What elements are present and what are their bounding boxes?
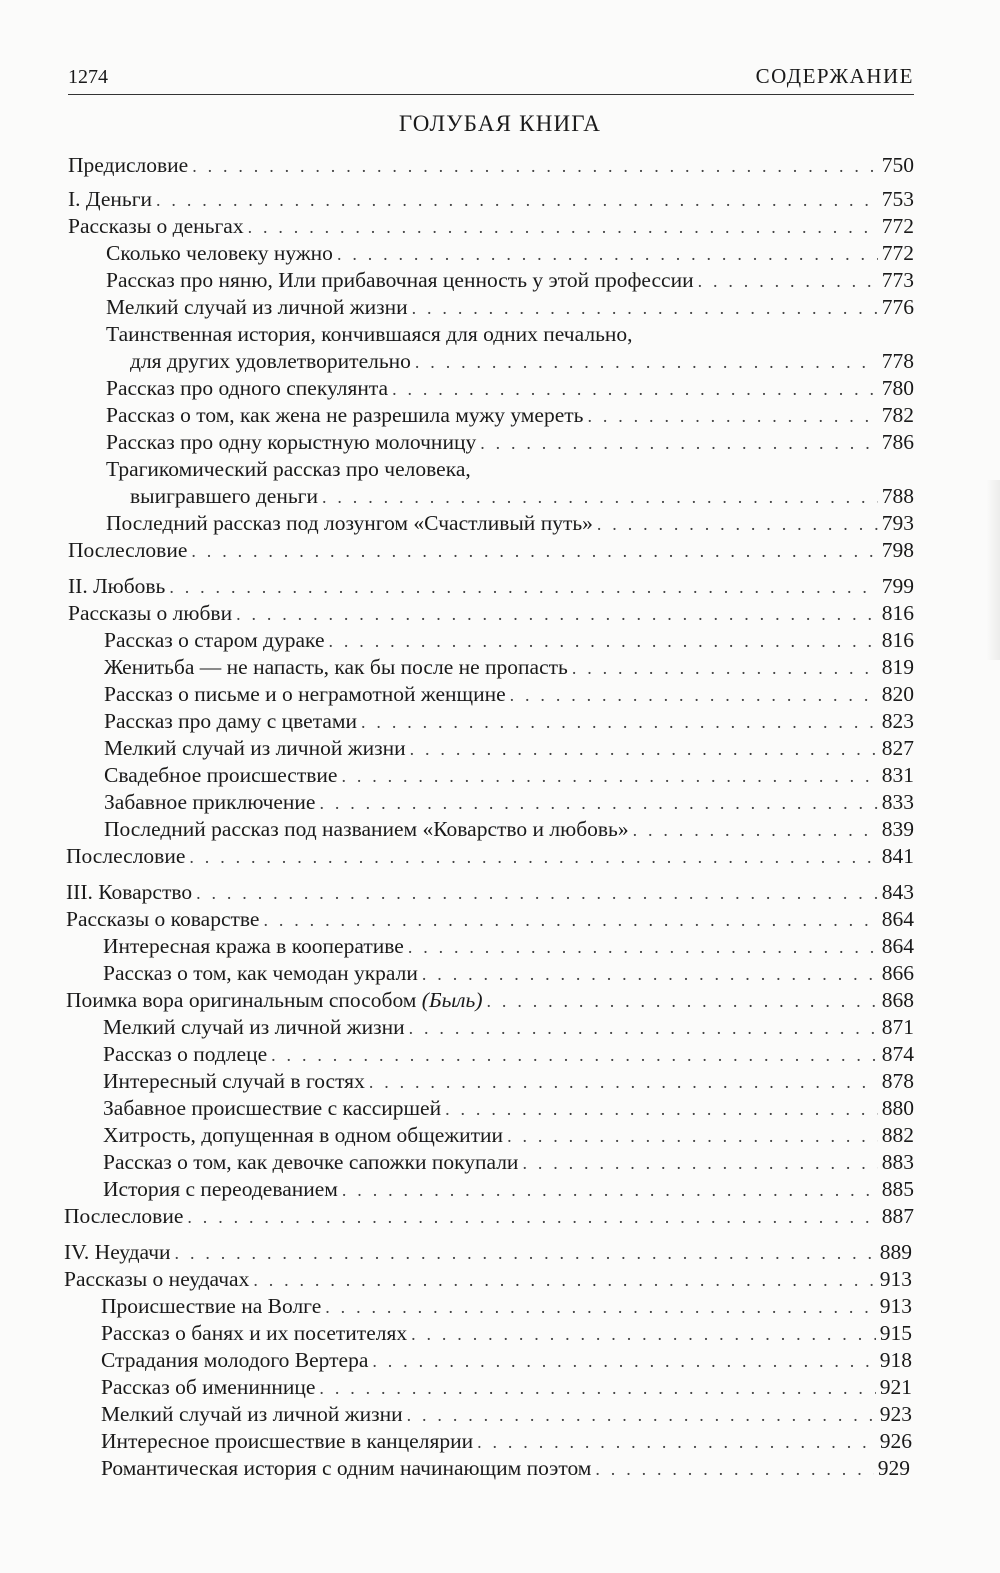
toc-entry-title: Последний рассказ под названием «Коварство и любовь» (104, 817, 629, 841)
leader-dots (175, 1240, 876, 1267)
toc-entry-title: Предисловие (68, 153, 189, 177)
leader-dots (411, 1321, 876, 1348)
leader-dots (633, 817, 878, 844)
toc-entry (103, 1122, 914, 1149)
toc-entry-title: Мелкий случай из личной жизни (101, 1402, 403, 1426)
toc-entry (66, 879, 914, 906)
toc-entry-title-text: Поимка вора оригинальным способом (66, 988, 417, 1012)
toc-entry-page: 883 (881, 1150, 914, 1174)
leader-dots (322, 484, 878, 511)
toc-entry-page: 780 (881, 376, 914, 400)
toc-entry-page: 841 (881, 844, 914, 868)
toc-entry-title-line1: Трагикомический рассказ про человека, (106, 457, 471, 481)
leader-dots (325, 1294, 875, 1321)
leader-dots (480, 430, 878, 457)
toc-entry-title: Послесловие (64, 1204, 184, 1228)
toc-entry-page: 864 (881, 934, 914, 958)
leader-dots (189, 844, 877, 871)
toc-entry-title (66, 987, 483, 1014)
toc-entry-title: Послесловие (68, 538, 188, 562)
toc-entry-title: Рассказы о неудачах (64, 1267, 250, 1291)
toc-entry-page: 820 (881, 682, 914, 706)
toc-entry (68, 152, 914, 179)
toc-entry-title: для других удовлетворительно (130, 349, 411, 373)
toc-entry-page: 843 (881, 880, 914, 904)
toc-entry (101, 1455, 910, 1482)
leader-dots (412, 295, 878, 322)
page-number: 1274 (68, 66, 108, 88)
toc-entry-page: 799 (881, 574, 914, 598)
toc-entry-page: 926 (879, 1429, 912, 1453)
leader-dots (342, 1177, 878, 1204)
toc-entry-title: История с переодеванием (103, 1177, 338, 1201)
toc-entry-italic-note: (Быль) (421, 988, 483, 1012)
toc-entry-title: Рассказ про даму с цветами (104, 709, 358, 733)
toc-entry-title: Страдания молодого Вертера (101, 1348, 369, 1372)
leader-dots (572, 655, 878, 682)
leader-dots (263, 907, 877, 934)
toc-entry (101, 1320, 912, 1347)
toc-entry-page: 776 (881, 295, 914, 319)
toc-entry-page: 831 (881, 763, 914, 787)
leader-dots (587, 403, 877, 430)
toc-entry-title: Интересная кража в кооперативе (103, 934, 404, 958)
toc-entry-page: 868 (881, 988, 914, 1012)
toc-entry-page: 866 (881, 961, 914, 985)
toc-entry-page: 885 (881, 1177, 914, 1201)
toc-entry-page: 839 (881, 817, 914, 841)
toc-entry (103, 1176, 914, 1203)
toc-entry (103, 1068, 914, 1095)
toc-entry-title: IV. Неудачи (64, 1240, 171, 1264)
toc-entry (103, 1149, 914, 1176)
toc-entry-title: Рассказ про одну корыстную молочницу (106, 430, 477, 454)
toc-entry (68, 600, 914, 627)
toc-entry-title: Женитьба — не напасть, как бы после не пропасть (104, 655, 568, 679)
toc-entry (68, 573, 914, 600)
toc-entry (104, 762, 914, 789)
toc-entry-page: 874 (881, 1042, 914, 1066)
leader-dots (369, 1069, 878, 1096)
leader-dots (187, 1204, 877, 1231)
toc-entry-title: Рассказы о любви (68, 601, 233, 625)
leader-dots (487, 988, 878, 1015)
leader-dots (341, 763, 877, 790)
toc-entry-title: Интересный случай в гостях (103, 1069, 365, 1093)
toc-entry-title: Рассказ о письме и о неграмотной женщине (104, 682, 506, 706)
toc-entry (106, 402, 914, 429)
toc-entry-page: 923 (879, 1402, 912, 1426)
toc-entry (101, 1428, 912, 1455)
leader-dots (595, 1456, 873, 1483)
toc-entry-title: Забавное приключение (104, 790, 316, 814)
toc-entry-page: 889 (879, 1240, 912, 1264)
toc-entry (106, 240, 914, 267)
toc-entry (66, 987, 914, 1014)
leader-dots (248, 214, 878, 241)
leader-dots (156, 187, 878, 214)
toc-entry-title-line1: Таинственная история, кончившаяся для одних печально, (106, 322, 633, 346)
toc-entry-page: 773 (881, 268, 914, 292)
leader-dots (329, 628, 878, 655)
toc-entry-title: Происшествие на Волге (101, 1294, 322, 1318)
leader-dots (510, 682, 878, 709)
book-title: ГОЛУБАЯ КНИГА (398, 111, 602, 136)
leader-dots (319, 1375, 875, 1402)
toc-entry-page: 793 (881, 511, 914, 535)
toc-entry (101, 1374, 912, 1401)
toc-entry-page: 887 (881, 1204, 914, 1228)
leader-dots (271, 1042, 878, 1069)
toc-entry-title: Свадебное происшествие (104, 763, 338, 787)
toc-entry (68, 186, 914, 213)
toc-entry-page: 782 (881, 403, 914, 427)
toc-entry-title: II. Любовь (68, 574, 166, 598)
toc-entry (106, 294, 914, 321)
toc-entry-title: Мелкий случай из личной жизни (104, 736, 406, 760)
toc-entry-page: 778 (881, 349, 914, 373)
toc-entry (104, 708, 914, 735)
toc-entry-title: Мелкий случай из личной жизни (103, 1015, 405, 1039)
toc-entry (104, 654, 914, 681)
leader-dots (372, 1348, 875, 1375)
toc-entry-page: 833 (881, 790, 914, 814)
leader-dots (410, 736, 878, 763)
leader-dots (253, 1267, 875, 1294)
toc-entry-page: 871 (881, 1015, 914, 1039)
toc-entry-page: 921 (879, 1375, 912, 1399)
toc-entry-title: I. Деньги (68, 187, 153, 211)
toc-entry-page: 882 (881, 1123, 914, 1147)
toc-entry (64, 1203, 914, 1230)
leader-dots (196, 880, 878, 907)
toc-entry-title: Рассказы о коварстве (66, 907, 260, 931)
toc-entry (130, 483, 914, 510)
leader-dots (192, 153, 878, 180)
toc-entry (68, 537, 914, 564)
toc-entry-title: Интересное происшествие в канцелярии (101, 1429, 474, 1453)
toc-entry-title: Забавное происшествие с кассиршей (103, 1096, 442, 1120)
leader-dots (337, 241, 878, 268)
toc-entry-title: Романтическая история с одним начинающим поэтом (101, 1456, 592, 1480)
toc-entry (66, 843, 914, 870)
toc-entry-page: 823 (881, 709, 914, 733)
toc-entry (103, 1041, 914, 1068)
toc-entry-title: Рассказ о банях и их посетителях (101, 1321, 408, 1345)
toc-entry-title: выигравшего деньги (130, 484, 318, 508)
toc-entry-page: 915 (879, 1321, 912, 1345)
toc-entry-title: Хитрость, допущенная в одном общежитии (103, 1123, 504, 1147)
toc-entry (106, 510, 914, 537)
leader-dots (597, 511, 878, 538)
toc-entry-page: 864 (881, 907, 914, 931)
toc-entry (104, 735, 914, 762)
toc-entry-page: 753 (881, 187, 914, 211)
toc-entry-page: 878 (881, 1069, 914, 1093)
leader-dots (698, 268, 878, 295)
toc-entry-title: Послесловие (66, 844, 186, 868)
leader-dots (477, 1429, 876, 1456)
toc-entry-title: Рассказ о том, как девочке сапожки покупали (103, 1150, 519, 1174)
leader-dots (408, 934, 878, 961)
leader-dots (407, 1402, 876, 1429)
running-head: СОДЕРЖАНИЕ (755, 64, 914, 88)
toc-entry (66, 906, 914, 933)
leader-dots (415, 349, 878, 376)
leader-dots (319, 790, 877, 817)
toc-entry-title: Рассказ о подлеце (103, 1042, 268, 1066)
toc-entry-page: 827 (881, 736, 914, 760)
toc-entry-page: 913 (879, 1267, 912, 1291)
toc-entry-title: Сколько человеку нужно (106, 241, 333, 265)
toc-entry (106, 375, 914, 402)
toc-entry (130, 348, 914, 375)
toc-entry (101, 1401, 912, 1428)
toc-entry-page: 880 (881, 1096, 914, 1120)
toc-entry-page: 913 (879, 1294, 912, 1318)
toc-entry (104, 816, 914, 843)
toc-entry (64, 1266, 912, 1293)
toc-entry (101, 1293, 912, 1320)
toc-entry-title: Рассказ о старом дураке (104, 628, 325, 652)
toc-entry-title: Мелкий случай из личной жизни (106, 295, 408, 319)
toc-entry-title: Рассказ о том, как чемодан украли (103, 961, 418, 985)
toc-entry (103, 1095, 914, 1122)
toc-entry-page: 929 (877, 1456, 910, 1480)
toc-entry-title: Рассказ про одного спекулянта (106, 376, 389, 400)
toc-entry (104, 681, 914, 708)
toc-entry-title: Последний рассказ под лозунгом «Счастливый путь» (106, 511, 593, 535)
toc-entry-title: Рассказ про няню, Или прибавочная ценность у этой профессии (106, 268, 694, 292)
toc-entry-page: 816 (881, 628, 914, 652)
leader-dots (507, 1123, 878, 1150)
toc-entry-title: Рассказы о деньгах (68, 214, 244, 238)
toc-entry (104, 789, 914, 816)
leader-dots (422, 961, 878, 988)
toc-entry (106, 267, 914, 294)
toc-entry-page: 750 (881, 153, 914, 177)
leader-dots (522, 1150, 877, 1177)
leader-dots (169, 574, 877, 601)
toc-entry-page: 798 (881, 538, 914, 562)
page-header (68, 64, 914, 95)
toc-entry-title: III. Коварство (66, 880, 193, 904)
leader-dots (392, 376, 878, 403)
toc-entry-page: 786 (881, 430, 914, 454)
toc-entry-page: 918 (879, 1348, 912, 1372)
page-edge-shadow (986, 480, 1000, 660)
leader-dots (361, 709, 878, 736)
toc-entry-title: Рассказ о том, как жена не разрешила мужу умереть (106, 403, 584, 427)
leader-dots (445, 1096, 878, 1123)
leader-dots (409, 1015, 878, 1042)
toc-entry (101, 1347, 912, 1374)
toc-entry-title: Рассказ об имениннице (101, 1375, 316, 1399)
toc-entry (68, 213, 914, 240)
toc-entry-page: 772 (881, 241, 914, 265)
leader-dots (191, 538, 877, 565)
toc-entry (64, 1239, 912, 1266)
toc-entry (103, 1014, 914, 1041)
toc-entry-page: 819 (881, 655, 914, 679)
toc-entry (104, 627, 914, 654)
toc-entry-page: 816 (881, 601, 914, 625)
leader-dots (236, 601, 878, 628)
toc-entry (103, 933, 914, 960)
toc-entry (106, 429, 914, 456)
toc-entry (103, 960, 914, 987)
toc-entry-page: 772 (881, 214, 914, 238)
toc-entry-page: 788 (881, 484, 914, 508)
